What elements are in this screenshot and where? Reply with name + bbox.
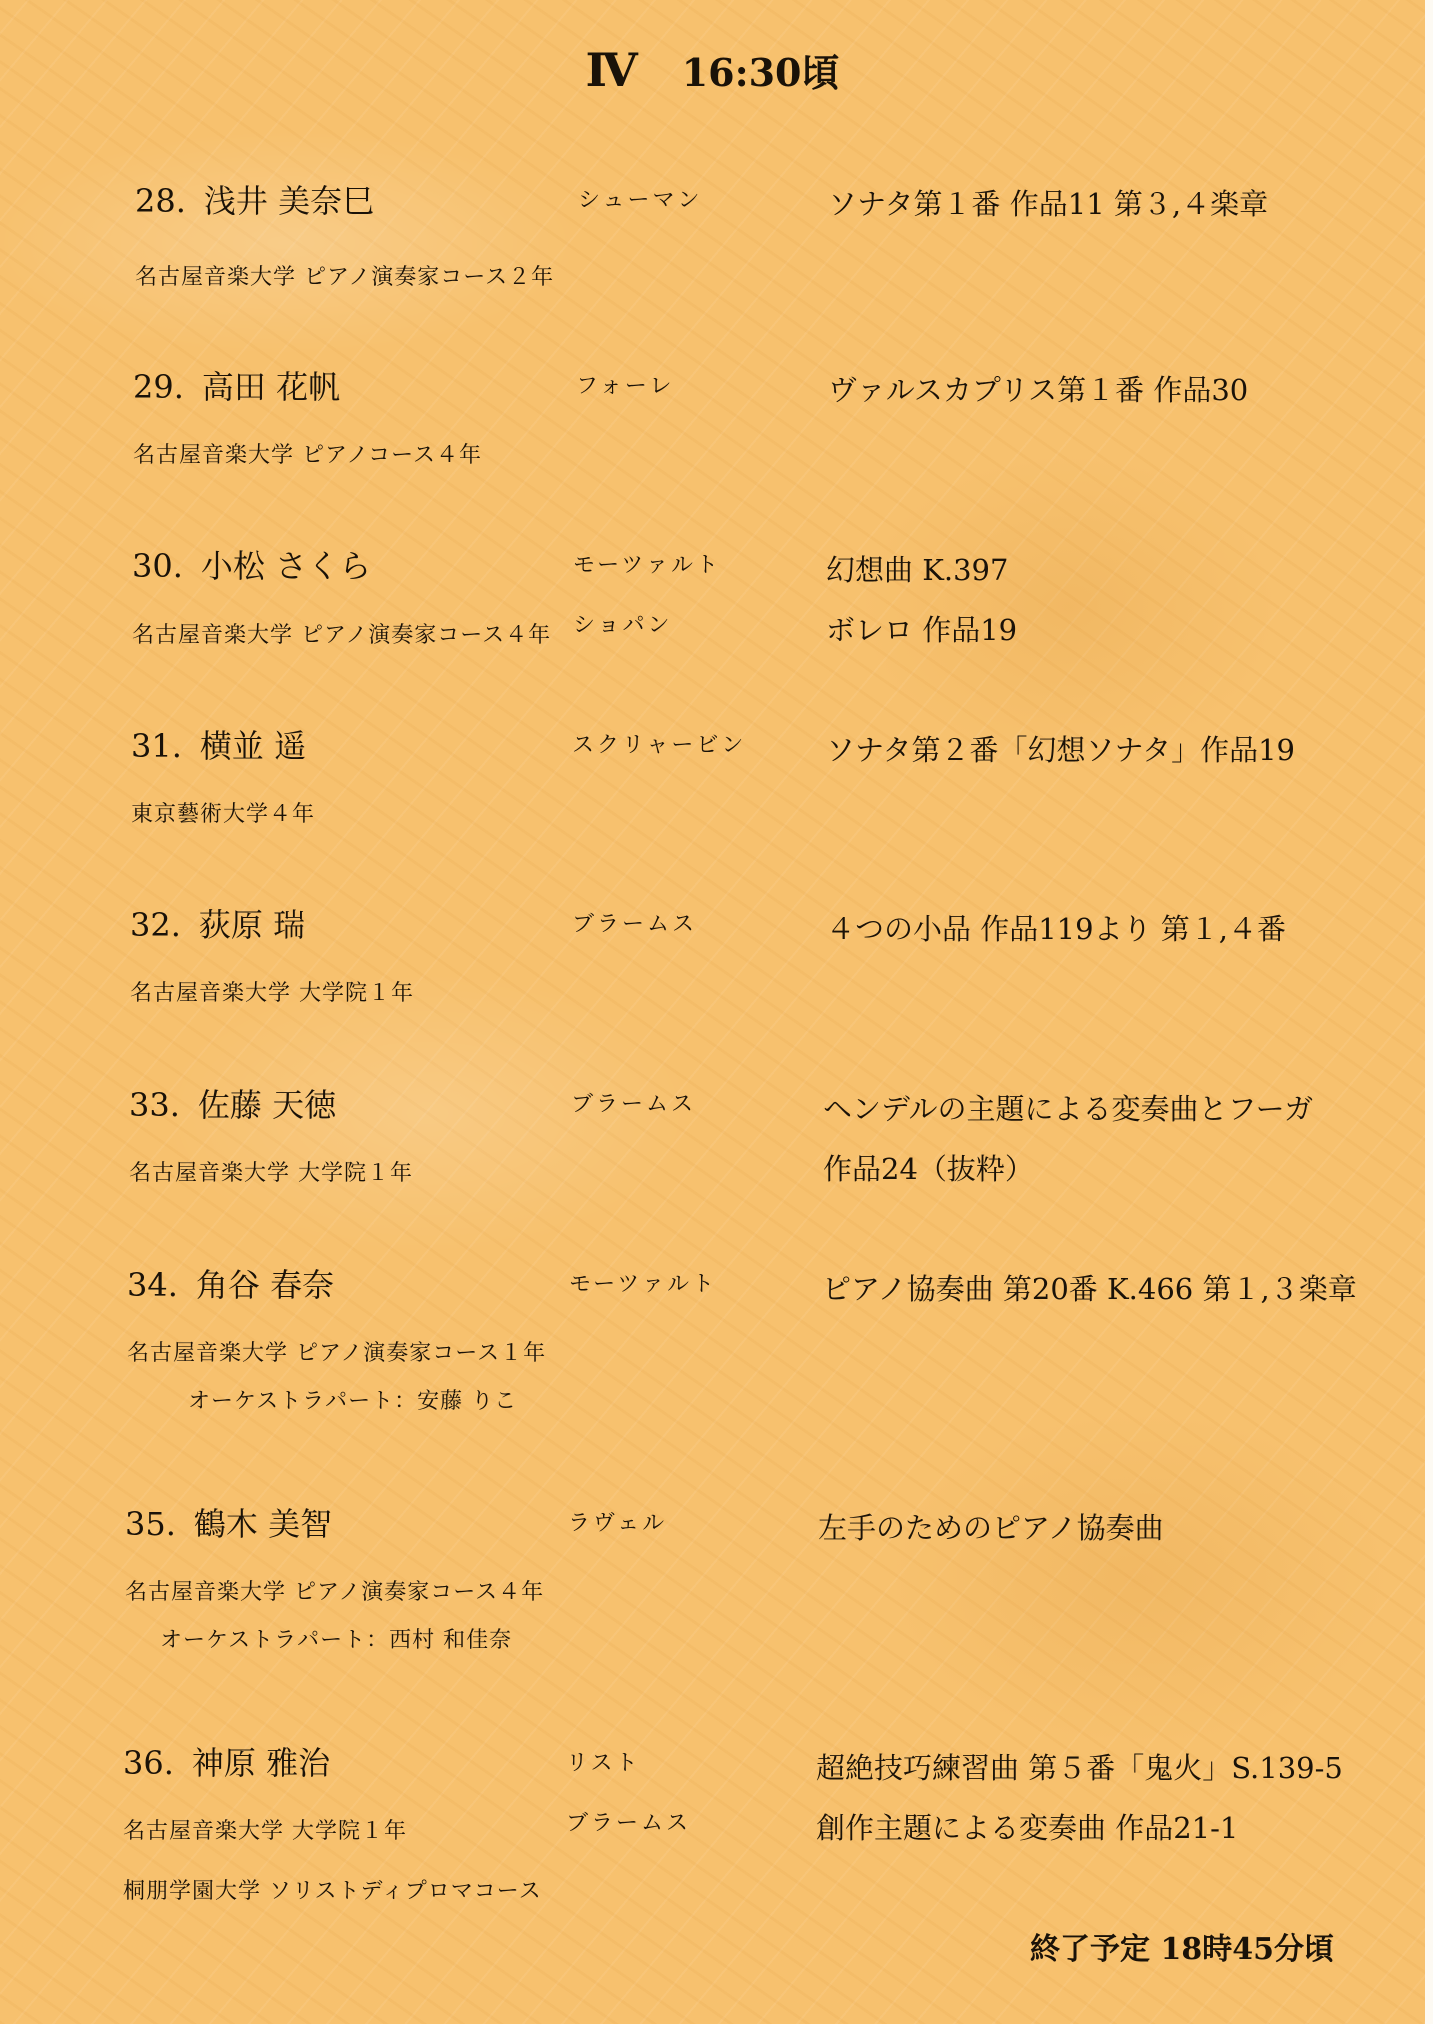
affiliation: 名古屋音楽大学 ピアノ演奏家コース４年 (125, 1580, 545, 1605)
work-title: ピアノ協奏曲 第20番 K.466 第１,３楽章 (822, 1272, 1357, 1306)
entry-number: 35. (125, 1505, 176, 1543)
section-time: 16:30頃 (681, 50, 840, 95)
work-title: 幻想曲 K.397 (826, 553, 1009, 587)
composer: ブラームス (566, 1811, 692, 1836)
composer: シューマン (578, 188, 703, 213)
performer-name: 30. 小松 さくら (132, 547, 372, 585)
affiliation: 桐朋学園大学 ソリストディプロマコース (123, 1879, 542, 1904)
affiliation: 名古屋音楽大学 ピアノ演奏家コース４年 (132, 623, 552, 648)
performer-name: 29. 高田 花帆 (133, 368, 341, 406)
performer-name: 34. 角谷 春奈 (127, 1266, 335, 1304)
composer: フォーレ (576, 374, 675, 399)
entry-number: 36. (123, 1744, 174, 1782)
affiliation: 名古屋音楽大学 ピアノ演奏家コース２年 (135, 265, 555, 290)
entry-number: 33. (129, 1086, 180, 1124)
work-title: ボレロ 作品19 (826, 613, 1018, 647)
composer: リスト (566, 1751, 641, 1776)
section-header (0, 42, 1425, 97)
performer-name: 35. 鶴木 美智 (125, 1505, 333, 1543)
affiliation: 名古屋音楽大学 大学院１年 (123, 1819, 407, 1844)
entry-number: 30. (132, 547, 183, 585)
composer: ブラームス (571, 1092, 697, 1117)
work-title: ４つの小品 作品119より 第１,４番 (826, 912, 1287, 946)
work-title: ヴァルスカプリス第１番 作品30 (828, 373, 1249, 407)
work-title: ソナタ第１番 作品11 第３,４楽章 (828, 187, 1269, 221)
affiliation: 名古屋音楽大学 ピアノコース４年 (133, 443, 483, 468)
performer-name: 31. 横並 遥 (131, 727, 307, 765)
orchestra-part: オーケストラパート：安藤 りこ (188, 1389, 518, 1414)
page-edge (1425, 0, 1433, 2024)
end-time-note: 終了予定 18時45分頃 (1030, 1932, 1334, 1967)
performer-name: 33. 佐藤 天徳 (129, 1086, 337, 1124)
entry-number: 34. (127, 1266, 178, 1304)
work-title: 左手のためのピアノ協奏曲 (818, 1511, 1164, 1545)
affiliation: 名古屋音楽大学 ピアノ演奏家コース１年 (127, 1341, 547, 1366)
entry-number: 28. (135, 182, 186, 220)
work-title: 超絶技巧練習曲 第５番「鬼火」S.139-5 (816, 1751, 1343, 1785)
section-number: Ⅳ (585, 43, 638, 97)
work-title: ヘンデルの主題による変奏曲とフーガ (823, 1092, 1314, 1126)
composer: ショパン (573, 613, 673, 638)
composer: スクリャービン (572, 733, 747, 758)
orchestra-part: オーケストラパート：西村 和佳奈 (160, 1628, 513, 1653)
affiliation: 名古屋音楽大学 大学院１年 (129, 1161, 413, 1186)
entry-number: 32. (130, 906, 181, 944)
composer: モーツァルト (569, 1272, 718, 1297)
affiliation: 名古屋音楽大学 大学院１年 (130, 981, 414, 1006)
entry-number: 29. (133, 368, 184, 406)
work-title-continued: 作品24（抜粋） (823, 1152, 1034, 1186)
performer-name: 36. 神原 雅治 (123, 1744, 331, 1782)
work-title: 創作主題による変奏曲 作品21-1 (816, 1811, 1239, 1845)
composer: ブラームス (572, 912, 698, 937)
work-title: ソナタ第２番「幻想ソナタ」作品19 (826, 733, 1296, 767)
performer-name: 28. 浅井 美奈巳 (135, 182, 375, 220)
entry-number: 31. (131, 727, 182, 765)
composer: ラヴェル (568, 1511, 668, 1536)
composer: モーツァルト (573, 553, 722, 578)
performer-name: 32. 荻原 瑞 (130, 906, 306, 944)
affiliation: 東京藝術大学４年 (131, 802, 316, 827)
